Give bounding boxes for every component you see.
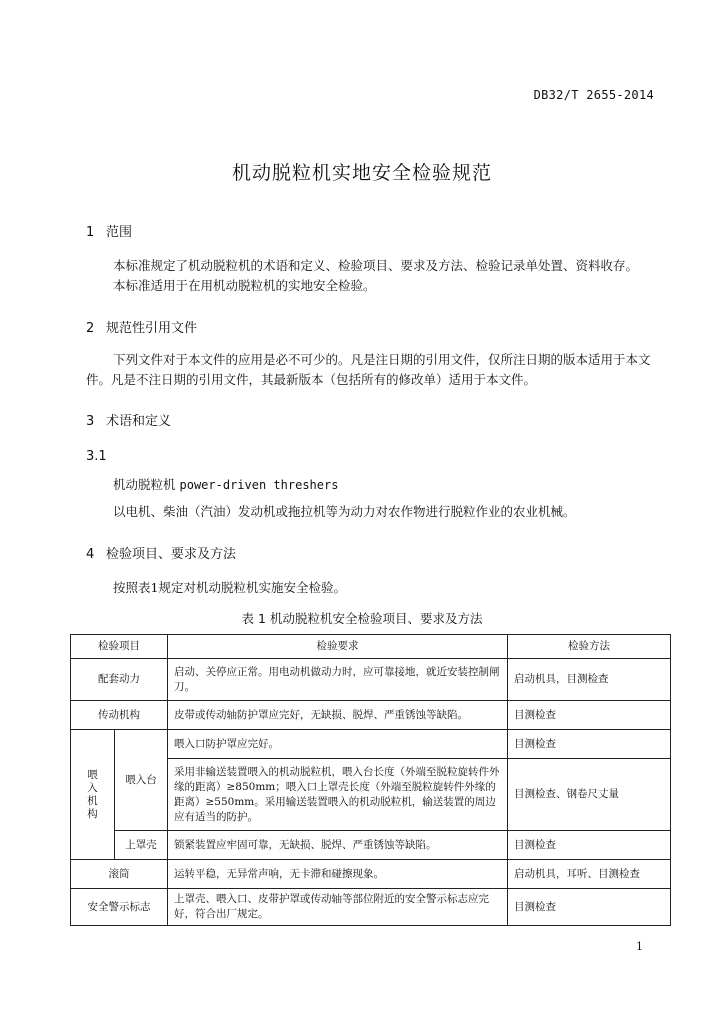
section-1-paragraph-1: 本标准规定了机动脱粒机的术语和定义、检验项目、要求及方法、检验记录单处置、资料收存。	[113, 258, 639, 273]
table-caption: 表 1 机动脱粒机安全检验项目、要求及方法	[241, 611, 483, 626]
header-method: 检验方法	[508, 635, 671, 659]
item-cell: 安全警示标志	[71, 889, 168, 926]
table-row	[71, 701, 671, 730]
page-number: 1	[636, 940, 643, 953]
section-title: 规范性引用文件	[106, 321, 198, 336]
item-cell: 配套动力	[71, 659, 168, 701]
method-cell: 目测检查	[508, 889, 671, 926]
section-title: 术语和定义	[106, 414, 172, 429]
section-2-paragraph-line-1: 下列文件对于本文件的应用是必不可少的。凡是注日期的引用文件，仅所注日期的版本适用于本文	[113, 352, 651, 367]
method-cell: 目测检查	[508, 701, 671, 730]
requirement-cell: 采用非输送装置喂入的机动脱粒机，喂入台长度（外端至脱粒旋转件外缘的距离）≥850mm；喂入口上罩壳长度（外端至脱粒旋转件外缘的距离）≥550mm。采用输送装置喂入的机动脱粒机，输送装置的周边应有适当的防护。	[168, 759, 508, 831]
table-row	[71, 831, 671, 860]
method-cell: 启动机具，目测检查	[508, 659, 671, 701]
group-char: 喂	[87, 768, 98, 781]
document-title: 机动脱粒机实地安全检验规范	[231, 162, 492, 184]
requirement-cell: 运转平稳，无异常声响，无卡滞和碰擦现象。	[168, 860, 508, 889]
method-cell: 目测检查	[508, 730, 671, 759]
requirement-cell: 上罩壳、喂入口、皮带护罩或传动轴等部位附近的安全警示标志应完好，符合出厂规定。	[168, 889, 508, 926]
document-code: DB32/T 2655-2014	[533, 88, 654, 102]
section-2-paragraph-line-2: 件。凡是不注日期的引用文件，其最新版本（包括所有的修改单）适用于本文件。	[86, 372, 537, 387]
feed-mechanism-group-cell	[71, 730, 115, 860]
table-row	[71, 659, 671, 701]
group-char: 入	[87, 781, 98, 794]
inspection-table	[70, 634, 671, 926]
section-title: 范围	[106, 225, 133, 240]
method-cell: 目测检查	[508, 831, 671, 860]
requirement-cell: 启动、关停应正常。用电动机做动力时，应可靠接地，就近安装控制闸刀。	[168, 659, 508, 701]
term-definition: 以电机、柴油（汽油）发动机或拖拉机等为动力对农作物进行脱粒作业的农业机械。	[113, 504, 576, 519]
item-cell: 传动机构	[71, 701, 168, 730]
header-item: 检验项目	[71, 635, 168, 659]
table-row	[71, 889, 671, 926]
term-english: power-driven threshers	[179, 478, 339, 492]
subsection-number: 3.1	[86, 449, 107, 464]
term-chinese: 机动脱粒机	[113, 477, 176, 492]
section-1-heading	[86, 221, 132, 240]
section-number: 2	[86, 321, 95, 336]
section-4-paragraph: 按照表1规定对机动脱粒机实施安全检验。	[113, 580, 346, 595]
section-number: 1	[86, 225, 95, 240]
requirement-cell: 喂入口防护罩应完好。	[168, 730, 508, 759]
section-4-heading	[86, 543, 236, 562]
requirement-cell: 皮带或传动轴防护罩应完好，无缺损、脱焊、严重锈蚀等缺陷。	[168, 701, 508, 730]
section-1-paragraph-2: 本标准适用于在用机动脱粒机的实地安全检验。	[113, 278, 376, 293]
group-char: 机	[87, 794, 98, 807]
sub-item-cell: 上罩壳	[115, 831, 168, 860]
table-row	[71, 860, 671, 889]
section-2-heading	[86, 317, 197, 336]
sub-item-cell: 喂入台	[115, 730, 168, 831]
method-cell: 目测检查、钢卷尺丈量	[508, 759, 671, 831]
term-entry	[113, 475, 338, 493]
requirement-cell: 锁紧装置应牢固可靠，无缺损、脱焊、严重锈蚀等缺陷。	[168, 831, 508, 860]
section-3-heading	[86, 410, 171, 429]
section-title: 检验项目、要求及方法	[106, 547, 237, 562]
section-number: 3	[86, 414, 95, 429]
group-char: 构	[87, 807, 98, 820]
header-requirement: 检验要求	[168, 635, 508, 659]
method-cell: 启动机具，耳听、目测检查	[508, 860, 671, 889]
item-cell: 滚筒	[71, 860, 168, 889]
section-number: 4	[86, 547, 95, 562]
table-header-row	[71, 635, 671, 659]
table-row	[71, 730, 671, 759]
